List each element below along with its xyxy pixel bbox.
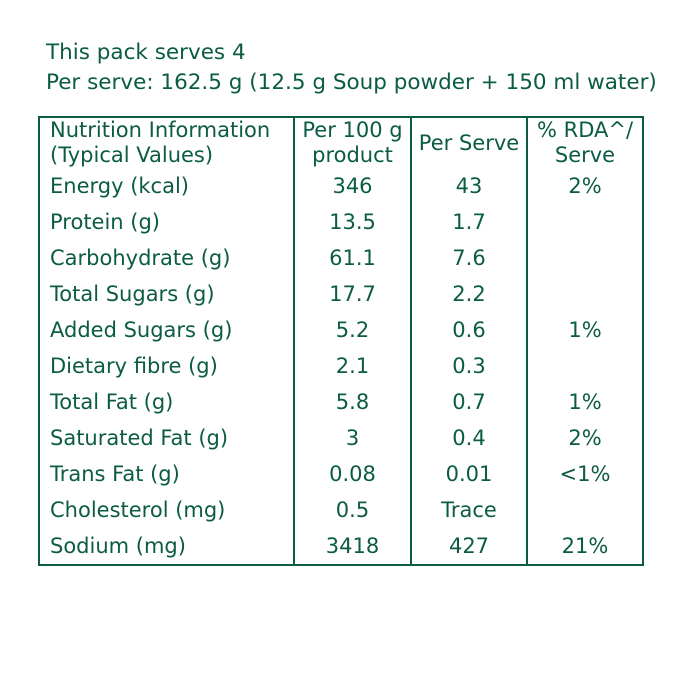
nutrient-name: Protein (g) [50, 210, 161, 234]
value-per-100g: 61.1 [294, 240, 411, 276]
value-per-100g: 3418 [294, 528, 411, 565]
value-per-100g: 3 [294, 420, 411, 456]
column-header-line1: % RDA^/ [536, 118, 634, 142]
value-per-100g: 5.2 [294, 312, 411, 348]
value-rda [527, 492, 643, 528]
value-per-100g: 13.5 [294, 204, 411, 240]
per-serve-line: Per serve: 162.5 g (12.5 g Soup powder + 150 ml water) [46, 70, 657, 95]
column-header-line1: Per 100 g [302, 118, 403, 142]
table-row [39, 348, 643, 384]
value-per-100g: 17.7 [294, 276, 411, 312]
column-header-line1: Per Serve [418, 130, 520, 155]
column-header-line1: Nutrition Information [50, 118, 271, 142]
value-rda: 21% [527, 528, 643, 565]
value-per-serve: 0.3 [411, 348, 527, 384]
value-per-serve: Trace [411, 492, 527, 528]
nutrient-name: Added Sugars (g) [50, 318, 233, 342]
table-row [39, 204, 643, 240]
value-rda: <1% [527, 456, 643, 492]
nutrition-table-wrapper [38, 116, 642, 566]
value-per-serve: 0.6 [411, 312, 527, 348]
value-rda: 2% [527, 168, 643, 204]
table-row [39, 492, 643, 528]
value-per-serve: 43 [411, 168, 527, 204]
value-rda [527, 276, 643, 312]
table-row [39, 276, 643, 312]
column-header-rda [527, 117, 643, 168]
nutrient-name: Total Fat (g) [50, 390, 174, 414]
table-row [39, 420, 643, 456]
table-row [39, 456, 643, 492]
value-per-serve: 427 [411, 528, 527, 565]
value-per-serve: 2.2 [411, 276, 527, 312]
value-rda: 1% [527, 384, 643, 420]
column-header-per-serve [411, 117, 527, 168]
value-per-serve: 0.4 [411, 420, 527, 456]
nutrient-name: Cholesterol (mg) [50, 498, 226, 522]
value-per-100g: 0.5 [294, 492, 411, 528]
table-row [39, 528, 643, 565]
value-rda [527, 240, 643, 276]
nutrient-name: Saturated Fat (g) [50, 426, 229, 450]
value-per-100g: 5.8 [294, 384, 411, 420]
nutrition-table-body [39, 168, 643, 565]
value-rda [527, 204, 643, 240]
table-row [39, 240, 643, 276]
table-header-row [39, 117, 643, 168]
nutrient-name: Dietary fibre (g) [50, 354, 218, 378]
nutrient-name: Carbohydrate (g) [50, 246, 231, 270]
column-header-line2: product [312, 143, 393, 167]
column-header-line2: (Typical Values) [50, 143, 214, 167]
nutrition-information-table [38, 116, 644, 566]
value-per-100g: 346 [294, 168, 411, 204]
nutrient-name: Total Sugars (g) [50, 282, 215, 306]
value-per-serve: 0.01 [411, 456, 527, 492]
table-row [39, 312, 643, 348]
serving-header [46, 38, 657, 98]
table-row [39, 168, 643, 204]
nutrient-name: Trans Fat (g) [50, 462, 180, 486]
column-header-nutrition-information [39, 117, 294, 168]
nutrient-name: Energy (kcal) [50, 174, 189, 198]
column-header-per-100g [294, 117, 411, 168]
pack-serves-line: This pack serves 4 [46, 40, 246, 65]
column-header-line2: Serve [554, 143, 616, 167]
table-row [39, 384, 643, 420]
value-rda: 2% [527, 420, 643, 456]
value-per-100g: 2.1 [294, 348, 411, 384]
value-per-serve: 7.6 [411, 240, 527, 276]
value-rda [527, 348, 643, 384]
nutrient-name: Sodium (mg) [50, 534, 186, 558]
value-rda: 1% [527, 312, 643, 348]
value-per-serve: 0.7 [411, 384, 527, 420]
value-per-serve: 1.7 [411, 204, 527, 240]
value-per-100g: 0.08 [294, 456, 411, 492]
